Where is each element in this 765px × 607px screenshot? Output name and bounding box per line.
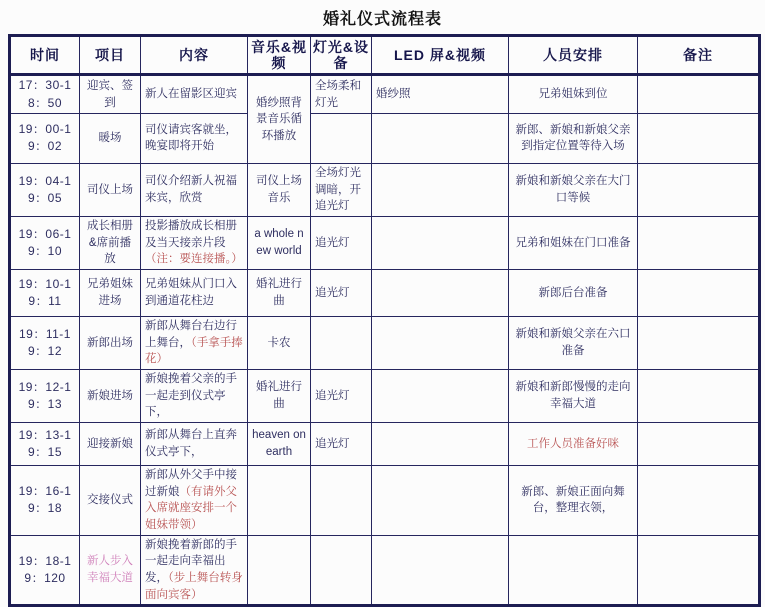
cell-content [141, 466, 248, 536]
cell-light: 追光灯 [311, 216, 372, 269]
header-row [10, 36, 760, 75]
cell-led [372, 535, 509, 606]
cell-time: 19：16-19：18 [10, 466, 80, 536]
cell-personnel: 兄弟和姐妹在门口准备 [509, 216, 638, 269]
cell-personnel: 新娘和新娘父亲在六口准备 [509, 317, 638, 370]
cell-led: 婚纱照 [372, 75, 509, 114]
cell-item: 新郎出场 [80, 317, 141, 370]
cell-item: 迎宾、签到 [80, 75, 141, 114]
cell-personnel [509, 535, 638, 606]
cell-light [311, 466, 372, 536]
content-text: 新人在留影区迎宾 [145, 88, 237, 101]
col-header-led: LED 屏&视频 [372, 36, 509, 75]
cell-item: 司仪上场 [80, 163, 141, 216]
cell-note [638, 535, 760, 606]
content-text: 兄弟姐妹从门口入到通道花柱边 [145, 278, 237, 307]
table-row [10, 270, 760, 317]
content-text: 新娘挽着新郎的手一起走向幸福出发， [145, 538, 237, 585]
content-text: 新娘挽着父亲的手一起走到仪式亭下， [145, 373, 237, 419]
table-row [10, 163, 760, 216]
wedding-schedule-table [8, 34, 761, 607]
cell-music: 婚礼进行曲 [248, 270, 311, 317]
col-header-item: 项目 [80, 36, 141, 75]
table-row [10, 75, 760, 114]
cell-item: 交接仪式 [80, 466, 141, 536]
col-header-time: 时间 [10, 36, 80, 75]
cell-music [248, 466, 311, 536]
cell-note [638, 75, 760, 114]
cell-led [372, 317, 509, 370]
cell-time: 19：13-19：15 [10, 423, 80, 466]
cell-content [141, 113, 248, 163]
cell-note [638, 270, 760, 317]
cell-music: 司仪上场音乐 [248, 163, 311, 216]
cell-note [638, 370, 760, 423]
cell-light: 全场柔和灯光 [311, 75, 372, 114]
cell-content [141, 216, 248, 269]
cell-personnel: 新郎、新娘正面向舞台，整理衣领， [509, 466, 638, 536]
content-red-note: （步上舞台转身面向宾客） [145, 572, 243, 601]
cell-item: 新人步入幸福大道 [80, 535, 141, 606]
cell-light: 全场灯光调暗，开追光灯 [311, 163, 372, 216]
cell-content [141, 270, 248, 317]
table-row [10, 423, 760, 466]
cell-led [372, 163, 509, 216]
col-header-light: 灯光&设备 [311, 36, 372, 75]
cell-note [638, 163, 760, 216]
content-red-note: （注：要连接播。） [145, 253, 243, 266]
cell-time: 19：18-19：120 [10, 535, 80, 606]
cell-note [638, 216, 760, 269]
cell-led [372, 370, 509, 423]
table-row [10, 216, 760, 269]
cell-item: 迎接新娘 [80, 423, 141, 466]
cell-content [141, 75, 248, 114]
cell-time: 19：12-19：13 [10, 370, 80, 423]
cell-personnel: 新娘和新娘父亲在大门口等候 [509, 163, 638, 216]
cell-personnel: 兄弟姐妹到位 [509, 75, 638, 114]
content-text: 新郎从舞台右边行上舞台， [145, 320, 237, 349]
cell-led [372, 270, 509, 317]
cell-light [311, 535, 372, 606]
cell-personnel: 新娘和新郎慢慢的走向幸福大道 [509, 370, 638, 423]
cell-note [638, 466, 760, 536]
cell-light: 追光灯 [311, 370, 372, 423]
cell-content [141, 163, 248, 216]
cell-led [372, 423, 509, 466]
content-text: 新郎从外父手中接过新娘 [145, 469, 237, 498]
cell-light: 追光灯 [311, 270, 372, 317]
cell-personnel: 新郎、新娘和新娘父亲到指定位置等待入场 [509, 113, 638, 163]
cell-music: 卡农 [248, 317, 311, 370]
cell-item: 暖场 [80, 113, 141, 163]
cell-led [372, 113, 509, 163]
cell-content [141, 317, 248, 370]
cell-time: 17：30-18：50 [10, 75, 80, 114]
table-row [10, 535, 760, 606]
cell-item: 新娘进场 [80, 370, 141, 423]
cell-music: 婚礼进行曲 [248, 370, 311, 423]
col-header-content: 内容 [141, 36, 248, 75]
col-header-note: 备注 [638, 36, 760, 75]
table-row [10, 466, 760, 536]
cell-personnel: 新郎后台准备 [509, 270, 638, 317]
cell-light: 追光灯 [311, 423, 372, 466]
cell-time: 19：00-19：02 [10, 113, 80, 163]
cell-time: 19：10-19：11 [10, 270, 80, 317]
cell-time: 19：06-19：10 [10, 216, 80, 269]
col-header-music: 音乐&视频 [248, 36, 311, 75]
cell-content [141, 535, 248, 606]
cell-item: 兄弟姐妹进场 [80, 270, 141, 317]
cell-note [638, 113, 760, 163]
cell-light [311, 113, 372, 163]
col-header-personnel: 人员安排 [509, 36, 638, 75]
cell-note [638, 317, 760, 370]
content-text: 司仪请宾客就坐，晚宴即将开始 [145, 123, 237, 153]
cell-content [141, 423, 248, 466]
table-row [10, 370, 760, 423]
cell-music: 婚纱照背景音乐循环播放 [248, 75, 311, 164]
cell-personnel: 工作人员准备好咪 [509, 423, 638, 466]
content-red-note: （手拿手捧花） [145, 336, 243, 366]
cell-note [638, 423, 760, 466]
cell-light [311, 317, 372, 370]
table-row [10, 113, 760, 163]
content-red-note: （有请外父入席就座安排一个姐妹带领） [145, 485, 237, 532]
cell-item: 成长相册&席前播放 [80, 216, 141, 269]
content-text: 司仪介绍新人祝福来宾，欣赏 [145, 175, 237, 204]
content-text: 投影播放成长相册及当天接亲片段 [145, 219, 237, 249]
cell-led [372, 216, 509, 269]
cell-time: 19：11-19：12 [10, 317, 80, 370]
cell-led [372, 466, 509, 536]
page-title: 婚礼仪式流程表 [322, 11, 442, 28]
content-text: 新郎从舞台上直奔仪式亭下， [145, 429, 237, 459]
cell-content [141, 370, 248, 423]
table-row [10, 317, 760, 370]
cell-music [248, 535, 311, 606]
cell-music: heaven on earth [248, 423, 311, 466]
cell-music: a whole new world [248, 216, 311, 269]
cell-time: 19：04-19：05 [10, 163, 80, 216]
